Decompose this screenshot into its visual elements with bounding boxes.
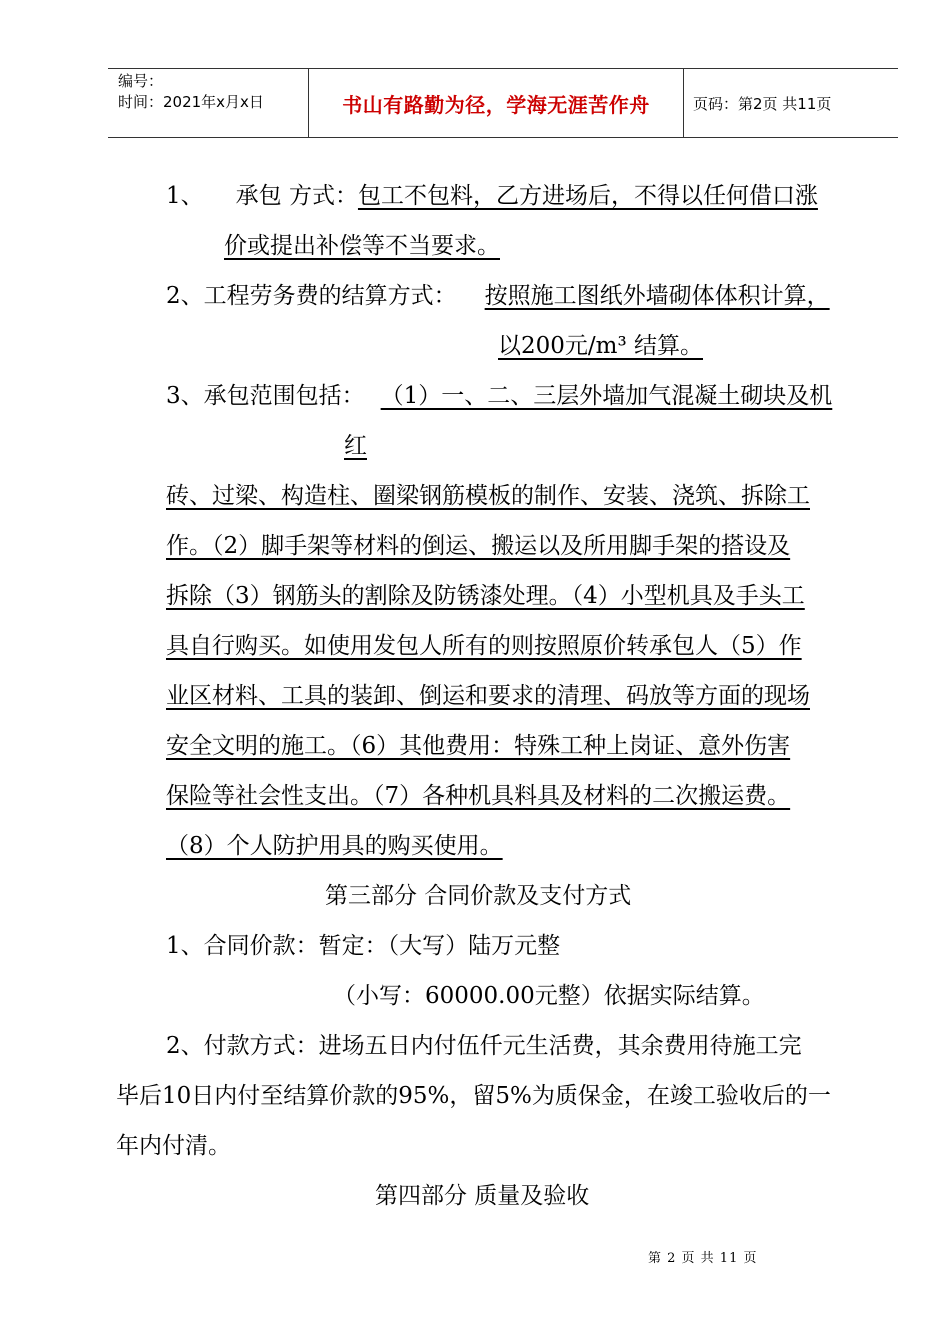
section3-title: 第三部分 合同价款及支付方式 [325, 883, 632, 909]
item1-line-1 [166, 181, 818, 211]
payment-line: 年内付清。 [116, 1133, 231, 1159]
contract-price-line: 1、合同价款：暂定：（大写）陆万元整 [166, 933, 561, 959]
page-header [108, 68, 898, 138]
scope-line: 业区材料、工具的装卸、倒运和要求的清理、码放等方面的现场 [166, 683, 810, 709]
item1-label: 承包 方式： [235, 183, 358, 209]
item2-text-a: 按照施工图纸外墙砌体体积计算， [484, 283, 830, 309]
item3-line-1 [166, 381, 832, 411]
document-time-label: 时间：2021年x月x日 [118, 93, 264, 111]
scope-line: 砖、过梁、构造柱、圈梁钢筋模板的制作、安装、浇筑、拆除工 [166, 483, 810, 509]
item2-line-1 [166, 281, 830, 311]
header-meta [108, 69, 308, 139]
scope-line: 安全文明的施工。（6）其他费用：特殊工种上岗证、意外伤害 [166, 733, 791, 759]
item3-text-a: （1）一、二、三层外墙加气混凝土砌块及机 [380, 383, 833, 409]
item1-text-a: 包工不包料，乙方进场后，不得以任何借口涨 [357, 183, 818, 209]
scope-line: 拆除（3）钢筋头的割除及防锈漆处理。（4）小型机具及手头工 [166, 583, 805, 609]
scope-line: 保险等社会性支出。（7）各种机具料具及材料的二次搬运费。 [166, 783, 791, 809]
payment-line: 2、付款方式：进场五日内付伍仟元生活费，其余费用待施工完 [166, 1033, 802, 1059]
header-page-info: 页码：第2页 共11页 [693, 94, 832, 113]
page-footer: 第 2 页 共 11 页 [648, 1251, 758, 1266]
item3-text-b: 红 [344, 433, 367, 459]
section4-title: 第四部分 质量及验收 [375, 1183, 590, 1209]
scope-line: 具自行购买。如使用发包人所有的则按照原价转承包人（5）作 [166, 633, 802, 659]
item3-label: 3、承包范围包括： [166, 383, 365, 409]
scope-line: 作。（2）脚手架等材料的倒运、搬运以及所用脚手架的搭设及 [166, 533, 791, 559]
contract-price-small: （小写：60000.00元整）依据实际结算。 [333, 983, 765, 1009]
item2-label: 2、工程劳务费的结算方式： [166, 283, 457, 309]
item2-text-b: 以200元/m³ 结算。 [498, 333, 703, 359]
payment-line: 毕后10日内付至结算价款的95%，留5%为质保金，在竣工验收后的一 [116, 1083, 831, 1109]
scope-line: （8）个人防护用具的购买使用。 [166, 833, 503, 859]
item1-number: 1、 [166, 183, 204, 209]
header-motto: 书山有路勤为径，学海无涯苦作舟 [308, 69, 684, 137]
item1-text-b: 价或提出补偿等不当要求。 [224, 233, 500, 259]
document-number-label: 编号： [118, 72, 164, 90]
